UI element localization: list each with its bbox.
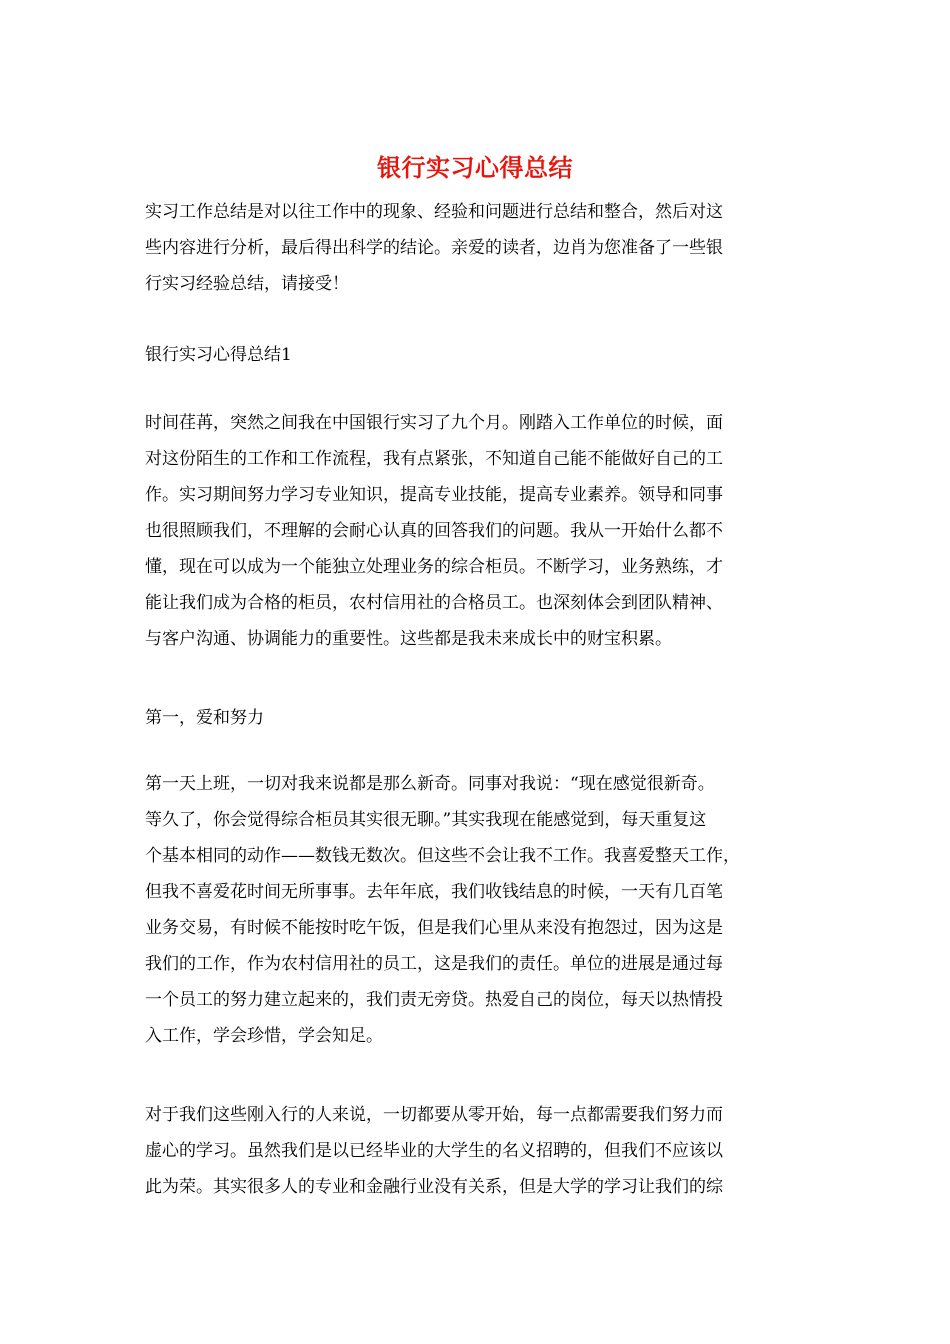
text-line: 些内容进行分析，最后得出科学的结论。亲爱的读者，边肖为您准备了一些银 [145, 238, 723, 258]
text-line: 时间荏苒，突然之间我在中国银行实习了九个月。刚踏入工作单位的时候，面 [145, 413, 723, 433]
section-heading [145, 337, 805, 373]
text-line: 虚心的学习。虽然我们是以已经毕业的大学生的名义招聘的，但我们不应该以 [145, 1141, 723, 1161]
text-line: 作。实习期间努力学习专业知识，提高专业技能，提高专业素养。领导和同事 [145, 485, 723, 505]
text-line: 实习工作总结是对以往工作中的现象、经验和问题进行总结和整合，然后对这 [145, 202, 723, 222]
text-line: 此为荣。其实很多人的专业和金融行业没有关系，但是大学的学习让我们的综 [145, 1177, 723, 1197]
body-paragraph [145, 1097, 805, 1205]
text-line: 对于我们这些刚入行的人来说，一切都要从零开始，每一点都需要我们努力而 [145, 1105, 723, 1125]
text-line: 懂，现在可以成为一个能独立处理业务的综合柜员。不断学习，业务熟练，才 [145, 557, 723, 577]
text-line: 个基本相同的动作——数钱无数次。但这些不会让我不工作。我喜爱整天工作， [145, 846, 740, 866]
text-line: 第一，爱和努力 [145, 708, 264, 728]
text-line: 对这份陌生的工作和工作流程，我有点紧张，不知道自己能不能做好自己的工 [145, 449, 723, 469]
text-line: 与客户沟通、协调能力的重要性。这些都是我未来成长中的财宝积累。 [145, 629, 672, 649]
text-line: 第一天上班，一切对我来说都是那么新奇。同事对我说：“现在感觉很新奇。 [145, 774, 715, 794]
body-paragraph [145, 766, 805, 1054]
text-line: 银行实习心得总结1 [145, 345, 292, 365]
text-line: 能让我们成为合格的柜员，农村信用社的合格员工。也深刻体会到团队精神、 [145, 593, 723, 613]
section-heading [145, 700, 805, 736]
text-line: 一个员工的努力建立起来的，我们责无旁贷。热爱自己的岗位，每天以热情投 [145, 990, 723, 1010]
text-line: 但我不喜爱花时间无所事事。去年年底，我们收钱结息的时候，一天有几百笔 [145, 882, 723, 902]
text-line: 也很照顾我们，不理解的会耐心认真的回答我们的问题。我从一开始什么都不 [145, 521, 723, 541]
document-title: 银行实习心得总结 [377, 153, 573, 182]
text-line: 入工作，学会珍惜，学会知足。 [145, 1026, 383, 1046]
intro-paragraph [145, 194, 805, 302]
text-line: 行实习经验总结，请接受！ [145, 274, 349, 294]
text-line: 业务交易，有时候不能按时吃午饭，但是我们心里从来没有抱怨过，因为这是 [145, 918, 723, 938]
text-line: 我们的工作，作为农村信用社的员工，这是我们的责任。单位的进展是通过每 [145, 954, 723, 974]
body-paragraph [145, 405, 805, 657]
text-line: 等久了，你会觉得综合柜员其实很无聊。”其实我现在能感觉到，每天重复这 [145, 810, 707, 830]
